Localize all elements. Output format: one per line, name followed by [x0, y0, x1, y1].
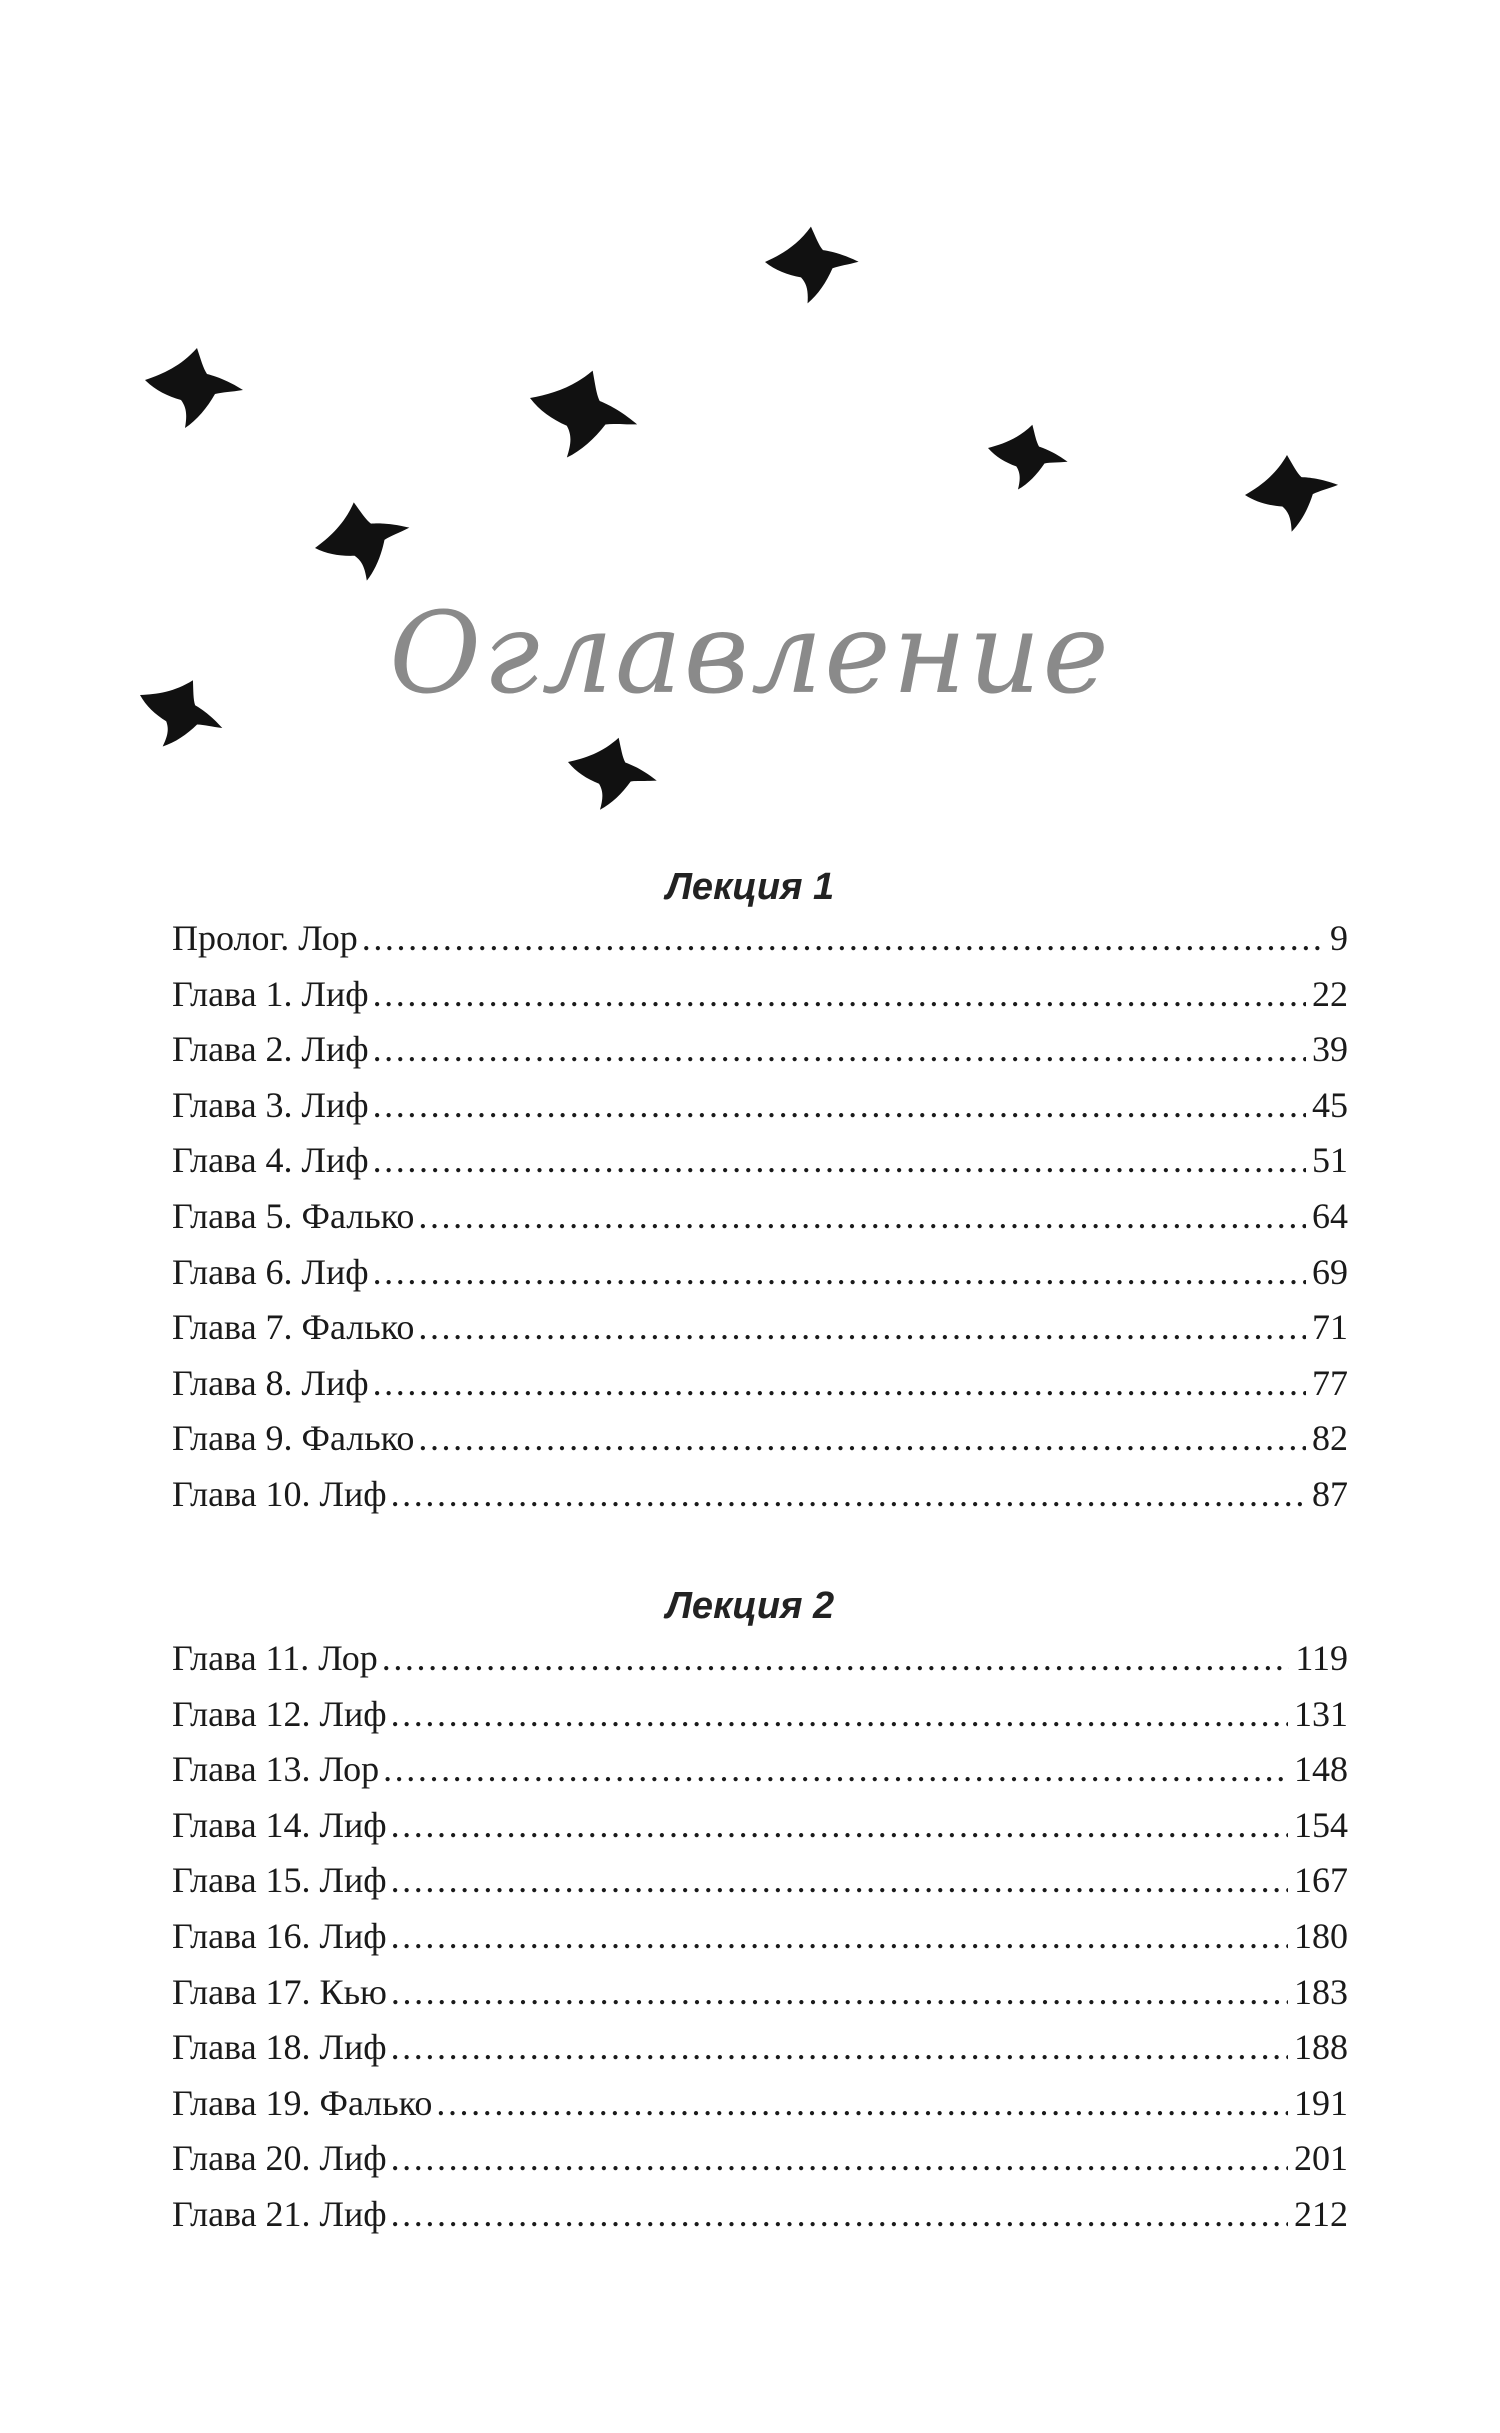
page-title: Оглавление: [389, 589, 1111, 719]
toc-entry-label: Глава 16. Лиф: [172, 1915, 387, 1956]
toc-entry[interactable]: [172, 973, 1348, 1029]
bird-icon: [762, 222, 863, 307]
toc-entry-label: Глава 4. Лиф: [172, 1140, 369, 1181]
toc-entry-label: Глава 21. Лиф: [172, 2193, 387, 2234]
toc-list-1: [172, 917, 1348, 1529]
toc-entry-label: Глава 12. Лиф: [172, 1693, 387, 1734]
leader-dots: [418, 1306, 1306, 1348]
leader-dots: [391, 1915, 1288, 1957]
bird-icon: [563, 733, 660, 816]
leader-dots: [391, 2193, 1288, 2235]
leader-dots: [373, 1084, 1306, 1126]
toc-entry-label: Глава 9. Фалько: [172, 1418, 415, 1459]
toc-entry[interactable]: [172, 1084, 1348, 1140]
toc-entry[interactable]: [172, 1139, 1348, 1195]
toc-entry-page: 45: [1312, 1084, 1348, 1125]
toc-list-2: [172, 1637, 1348, 2249]
toc-entry-page: 51: [1312, 1140, 1348, 1181]
section-heading-1: Лекция 1: [665, 866, 835, 908]
toc-entry-page: 212: [1294, 2193, 1348, 2234]
toc-entry[interactable]: [172, 1804, 1348, 1860]
toc-entry-page: 22: [1312, 973, 1348, 1014]
toc-entry-page: 154: [1294, 1804, 1348, 1845]
leader-dots: [391, 2026, 1288, 2068]
toc-entry-page: 148: [1294, 1749, 1348, 1790]
toc-entry-label: Глава 15. Лиф: [172, 1860, 387, 1901]
toc-entry[interactable]: [172, 1915, 1348, 1971]
toc-entry[interactable]: [172, 1251, 1348, 1307]
toc-entry-label: Глава 1. Лиф: [172, 973, 369, 1014]
toc-entry-page: 183: [1294, 1971, 1348, 2012]
toc-entry-page: 131: [1294, 1693, 1348, 1734]
toc-entry-page: 77: [1312, 1362, 1348, 1403]
toc-entry[interactable]: [172, 2193, 1348, 2249]
leader-dots: [373, 1251, 1306, 1293]
leader-dots: [418, 1195, 1306, 1237]
leader-dots: [373, 1362, 1306, 1404]
leader-dots: [391, 1473, 1306, 1515]
toc-entry-label: Глава 5. Фалько: [172, 1195, 415, 1236]
toc-entry-page: 64: [1312, 1195, 1348, 1236]
leader-dots: [383, 1748, 1288, 1790]
toc-entry-page: 82: [1312, 1418, 1348, 1459]
toc-entry-page: 201: [1294, 2138, 1348, 2179]
toc-entry-page: 9: [1330, 918, 1348, 958]
toc-entry-label: Глава 19. Фалько: [172, 2082, 433, 2123]
leader-dots: [391, 1971, 1288, 2013]
toc-entry-label: Глава 11. Лор: [172, 1638, 378, 1678]
toc-entry[interactable]: [172, 1028, 1348, 1084]
toc-entry[interactable]: [172, 1473, 1348, 1529]
leader-dots: [391, 1859, 1288, 1901]
toc-entry-page: 39: [1312, 1029, 1348, 1070]
toc-entry[interactable]: [172, 1195, 1348, 1251]
bird-icon: [985, 422, 1070, 493]
bird-icon: [145, 348, 243, 428]
bird-icon: [305, 488, 421, 592]
toc-entry[interactable]: [172, 1306, 1348, 1362]
bird-icon: [1239, 446, 1346, 540]
toc-entry-label: Глава 2. Лиф: [172, 1029, 369, 1070]
toc-entry[interactable]: [172, 1693, 1348, 1749]
toc-entry-page: 87: [1312, 1473, 1348, 1514]
toc-entry-label: Глава 13. Лор: [172, 1749, 380, 1790]
toc-entry-page: 180: [1294, 1915, 1348, 1956]
toc-entry-label: Глава 7. Фалько: [172, 1307, 415, 1348]
leader-dots: [362, 917, 1324, 959]
toc-entry[interactable]: [172, 1748, 1348, 1804]
toc-entry-label: Пролог. Лор: [172, 918, 358, 958]
toc-entry-label: Глава 10. Лиф: [172, 1473, 387, 1514]
toc-entry[interactable]: [172, 1637, 1348, 1693]
section-heading-2: Лекция 2: [665, 1585, 835, 1627]
leader-dots: [391, 1693, 1288, 1735]
toc-entry-page: 191: [1294, 2082, 1348, 2123]
toc-entry-label: Глава 6. Лиф: [172, 1251, 369, 1292]
toc-entry-page: 119: [1295, 1638, 1348, 1678]
toc-entry-label: Глава 18. Лиф: [172, 2027, 387, 2068]
toc-entry-page: 71: [1312, 1307, 1348, 1348]
toc-entry-page: 188: [1294, 2027, 1348, 2068]
leader-dots: [382, 1637, 1290, 1679]
toc-entry[interactable]: [172, 1417, 1348, 1473]
toc-entry[interactable]: [172, 2026, 1348, 2082]
leader-dots: [373, 1139, 1306, 1181]
toc-entry[interactable]: [172, 2137, 1348, 2193]
toc-entry-page: 167: [1294, 1860, 1348, 1901]
toc-entry-label: Глава 8. Лиф: [172, 1362, 369, 1403]
toc-entry-label: Глава 3. Лиф: [172, 1084, 369, 1125]
leader-dots: [391, 2137, 1288, 2179]
birds-illustration: [0, 0, 1500, 850]
bird-icon: [523, 363, 644, 467]
toc-entry[interactable]: [172, 1362, 1348, 1418]
toc-entry-label: Глава 14. Лиф: [172, 1804, 387, 1845]
toc-entry-label: Глава 20. Лиф: [172, 2138, 387, 2179]
toc-entry-label: Глава 17. Кью: [172, 1971, 387, 2012]
toc-entry[interactable]: [172, 1971, 1348, 2027]
toc-entry-page: 69: [1312, 1251, 1348, 1292]
leader-dots: [373, 973, 1306, 1015]
toc-entry[interactable]: [172, 917, 1348, 973]
toc-entry[interactable]: [172, 2082, 1348, 2138]
leader-dots: [373, 1028, 1306, 1070]
leader-dots: [418, 1417, 1306, 1459]
leader-dots: [391, 1804, 1288, 1846]
leader-dots: [436, 2082, 1288, 2124]
toc-entry[interactable]: [172, 1859, 1348, 1915]
